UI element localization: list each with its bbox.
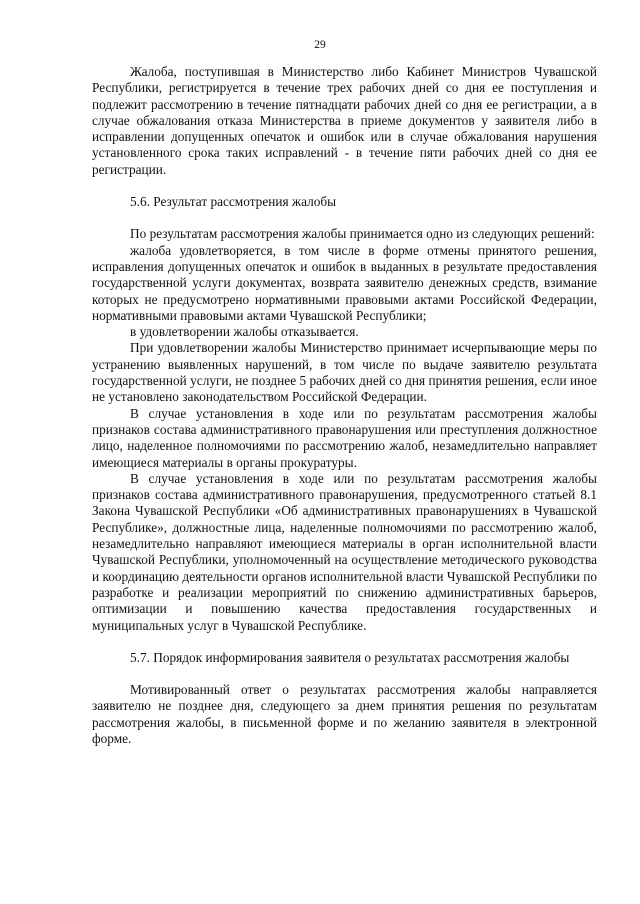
paragraph-prosecutor-referral: В случае установления в ходе или по результатам рассмотрения жалобы признаков состава административного правонарушения или преступления должностное лицо, наделенное полномочиями по рассмотрению жалоб, незамедлительно направляет имеющиеся материалы в органы прокуратуры. <box>92 405 597 470</box>
paragraph-decision-options: По результатам рассмотрения жалобы принимается одно из следующих решений: <box>130 226 595 242</box>
paragraph-complaint-registration: Жалоба, поступившая в Министерство либо Кабинет Министров Чувашской Республики, регистрируется в течение трех рабочих дней со дня ее поступления и подлежит рассмотрению в течение пятнадцати рабочих дней со дня ее регистрации, а в случае обжалования отказа Министерства в приеме документов у заявителя либо в исправлении допущенных опечаток и ошибок или в случае обжалования нарушения установленного срока таких исправлений - в течение пяти рабочих дней со дня ее регистрации. <box>92 64 597 177</box>
section-heading-5-7: 5.7. Порядок информирования заявителя о результатах рассмотрения жалобы <box>130 649 570 665</box>
paragraph-complaint-rejected: в удовлетворении жалобы отказывается. <box>130 324 359 340</box>
paragraph-complaint-satisfied: жалоба удовлетворяется, в том числе в форме отмены принятого решения, исправления допущенных опечаток и ошибок в выданных в результате предоставления государственной услуги документах, возврата заявителю денежных средств, взимание которых не предусмотрено нормативными правовыми актами Российской Федерации, нормативными правовыми актами Чувашской Республики; <box>92 242 597 323</box>
page-number: 29 <box>314 39 326 51</box>
document-body <box>92 64 597 747</box>
section-heading-5-6: 5.6. Результат рассмотрения жалобы <box>130 194 337 210</box>
paragraph-remedial-measures: При удовлетворении жалобы Министерство принимает исчерпывающие меры по устранению выявленных нарушений, в том числе по выдаче заявителю результата государственной услуги, не позднее 5 рабочих дней со дня принятия решения, если иное не установлено законодательством Российской Федерации. <box>92 340 597 405</box>
paragraph-administrative-referral: В случае установления в ходе или по результатам рассмотрения жалобы признаков состава административного правонарушения, предусмотренного статьей 8.1 Закона Чувашской Республики «Об административных правонарушениях в Чувашской Республике», должностные лица, наделенные полномочиями по рассмотрению жалоб, незамедлительно направляют имеющиеся материалы в орган исполнительной власти Чувашской Республики, уполномоченный на осуществление методического руководства и координацию деятельности органов исполнительной власти Чувашской Республики по разработке и реализации мероприятий по снижению административных барьеров, оптимизации и повышению качества предоставления государственных и муниципальных услуг в Чувашской Республике. <box>92 470 597 633</box>
paragraph-reasoned-response: Мотивированный ответ о результатах рассмотрения жалобы направляется заявителю не позднее дня, следующего за днем принятия решения по результатам рассмотрения жалобы, в письменной форме и по желанию заявителя в электронной форме. <box>92 682 597 746</box>
